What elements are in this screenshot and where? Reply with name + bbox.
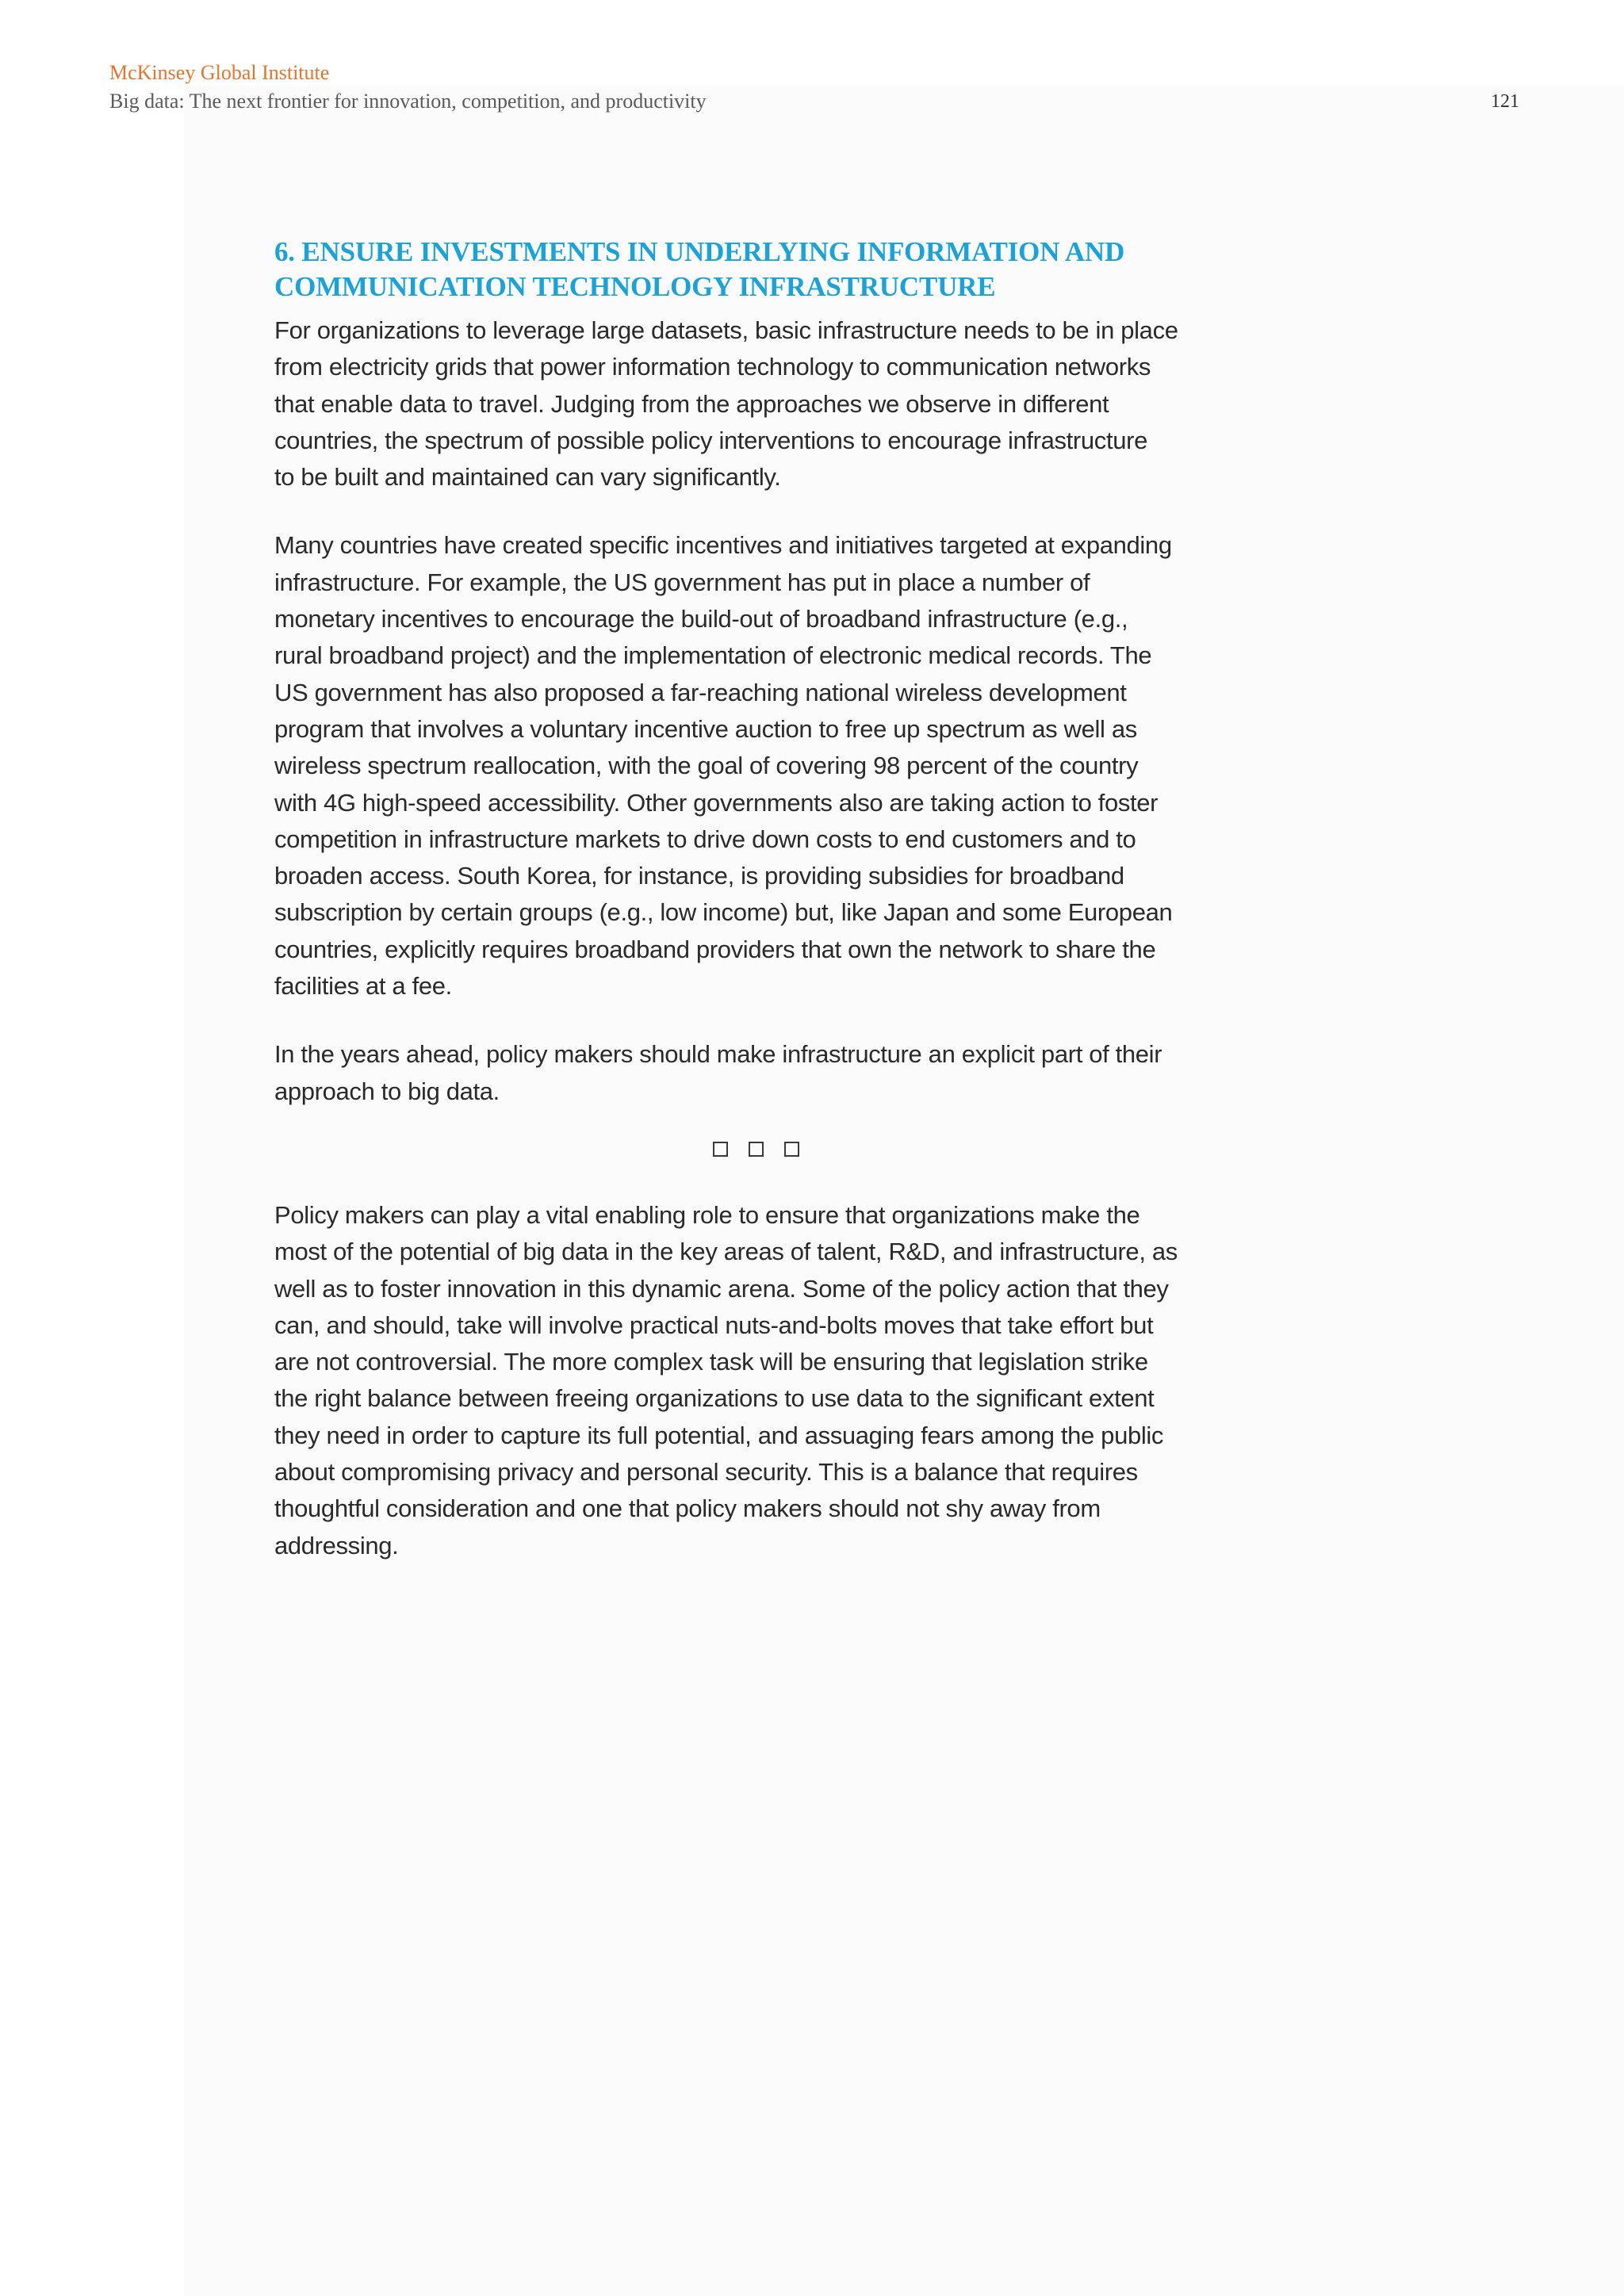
text-line: most of the potential of big data in the key areas of talent, R&D, and infrastructure, as [274,1238,1178,1266]
text-line: with 4G high-speed accessibility. Other governments also are taking action to foster [274,788,1159,817]
page-number: 121 [1491,91,1519,112]
text-line: addressing. [274,1531,399,1559]
text-line: Many countries have created specific incentives and initiatives targeted at expanding [274,531,1172,560]
text-line: they need in order to capture its full potential, and assuaging fears among the public [274,1421,1164,1449]
text-line: to be built and maintained can vary significantly. [274,463,781,492]
divider-square-icon [784,1142,799,1157]
text-line: competition in infrastructure markets to drive down costs to end customers and to [274,825,1136,853]
text-line: about compromising privacy and personal security. This is a balance that requires [274,1458,1138,1487]
report-title: Big data: The next frontier for innovation, competition, and productivity [109,90,707,113]
main-content [274,235,1238,1596]
paragraph-infrastructure-intro [274,312,1238,496]
paragraph-conclusion [274,1197,1238,1564]
text-line: are not controversial. The more complex task will be ensuring that legislation strike [274,1348,1148,1376]
text-line: thoughtful consideration and one that policy makers should not shy away from [274,1494,1101,1523]
text-line: In the years ahead, policy makers should make infrastructure an explicit part of their [274,1040,1162,1069]
text-line: approach to big data. [274,1077,500,1105]
text-line: well as to foster innovation in this dynamic arena. Some of the policy action that they [274,1274,1169,1303]
text-line: countries, the spectrum of possible policy interventions to encourage infrastructure [274,426,1147,454]
paragraph-country-incentives [274,527,1238,1004]
divider-square-icon [713,1142,728,1157]
section-title [274,235,1238,304]
text-line: subscription by certain groups (e.g., low income) but, like Japan and some European [274,898,1173,927]
section-title-line: COMMUNICATION TECHNOLOGY INFRASTRUCTURE [274,271,996,302]
section-divider [274,1142,1238,1161]
text-line: countries, explicitly requires broadband providers that own the network to share the [274,935,1156,963]
text-line: US government has also proposed a far-reaching national wireless development [274,678,1127,706]
text-line: infrastructure. For example, the US government has put in place a number of [274,568,1090,596]
text-line: wireless spectrum reallocation, with the goal of covering 98 percent of the country [274,752,1139,780]
page-header [109,59,1519,116]
organization-name: McKinsey Global Institute [109,61,330,84]
text-line: broaden access. South Korea, for instance, is providing subsidies for broadband [274,862,1124,890]
text-line: rural broadband project) and the implementation of electronic medical records. The [274,641,1152,670]
text-line: can, and should, take will involve practical nuts-and-bolts moves that take effort but [274,1311,1154,1339]
text-line: the right balance between freeing organizations to use data to the significant extent [274,1384,1155,1413]
text-line: For organizations to leverage large datasets, basic infrastructure needs to be in place [274,316,1178,344]
text-line: monetary incentives to encourage the build-out of broadband infrastructure (e.g., [274,605,1128,633]
text-line: facilities at a fee. [274,972,452,1001]
text-line: from electricity grids that power information technology to communication networks [274,353,1151,381]
text-line: program that involves a voluntary incentive auction to free up spectrum as well as [274,714,1137,743]
divider-square-icon [749,1142,764,1157]
text-line: that enable data to travel. Judging from the approaches we observe in different [274,389,1109,418]
text-line: Policy makers can play a vital enabling role to ensure that organizations make the [274,1200,1140,1229]
paragraph-years-ahead [274,1036,1238,1110]
section-title-line: 6. ENSURE INVESTMENTS IN UNDERLYING INFORMATION AND [274,236,1125,267]
